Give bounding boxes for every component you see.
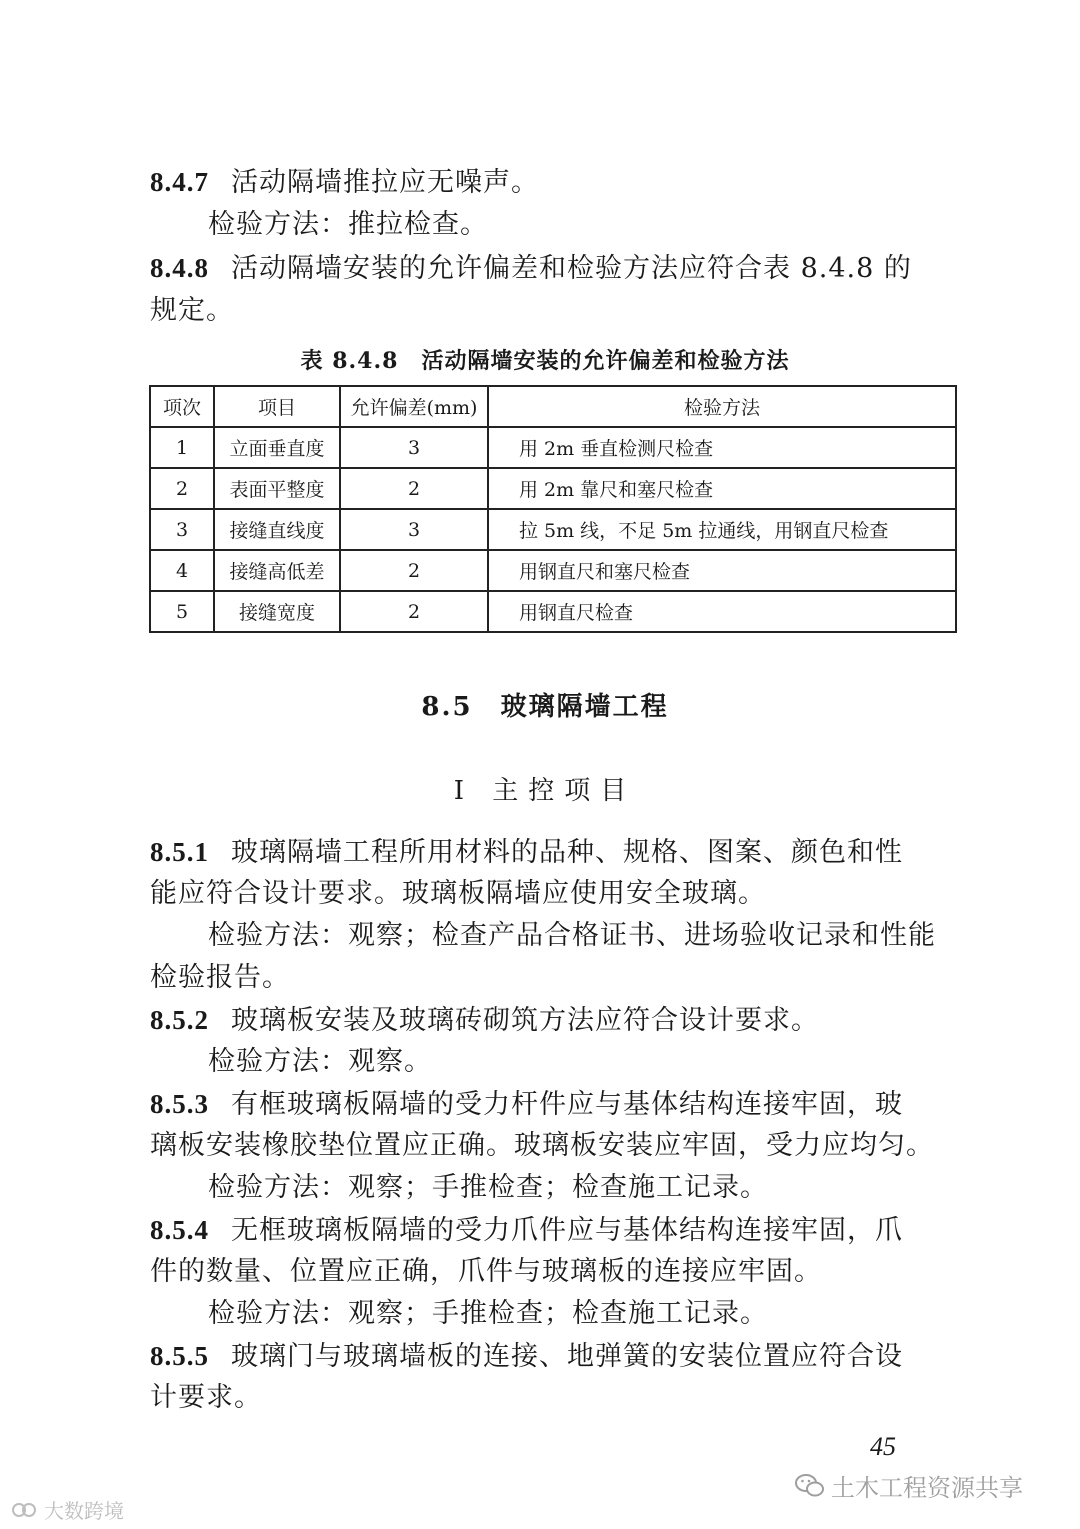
inspection-method-8-5-2: 检验方法：观察。 bbox=[208, 1046, 432, 1077]
cell-no: 5 bbox=[150, 591, 214, 632]
inspection-method-8-5-3: 检验方法：观察；手推检查；检查施工记录。 bbox=[208, 1172, 768, 1203]
table-row bbox=[150, 509, 956, 550]
cell-method: 用钢直尺检查 bbox=[488, 591, 956, 632]
clause-8-5-5 bbox=[150, 1334, 940, 1379]
clause-number: 8.4.7 bbox=[150, 167, 209, 197]
cell-item: 立面垂直度 bbox=[214, 427, 340, 468]
clause-8-5-5-cont: 计要求。 bbox=[150, 1382, 262, 1413]
table-row bbox=[150, 427, 956, 468]
clause-8-5-1-cont: 能应符合设计要求。玻璃板隔墙应使用安全玻璃。 bbox=[150, 878, 766, 909]
inspection-method-8-5-4: 检验方法：观察；手推检查；检查施工记录。 bbox=[208, 1298, 768, 1329]
cell-item: 接缝高低差 bbox=[214, 550, 340, 591]
table-row bbox=[150, 468, 956, 509]
clause-number: 8.5.5 bbox=[150, 1341, 209, 1371]
clause-8-5-4 bbox=[150, 1208, 940, 1253]
clause-8-5-4-cont: 件的数量、位置应正确，爪件与玻璃板的连接应牢固。 bbox=[150, 1256, 822, 1287]
clause-text: 玻璃门与玻璃墙板的连接、地弹簧的安装位置应符合设 bbox=[231, 1341, 903, 1372]
table-row bbox=[150, 591, 956, 632]
watermark-left-text: 大数跨境 bbox=[44, 1499, 124, 1523]
subsection-title: Ⅰ 主控项目 bbox=[453, 776, 637, 806]
inspection-method-8-5-1-cont: 检验报告。 bbox=[150, 962, 290, 993]
header-tolerance: 允许偏差(mm) bbox=[340, 386, 488, 427]
wechat-icon bbox=[795, 1473, 825, 1505]
clause-text: 玻璃隔墙工程所用材料的品种、规格、图案、颜色和性 bbox=[231, 837, 903, 868]
cell-no: 2 bbox=[150, 468, 214, 509]
clause-8-5-1 bbox=[150, 830, 940, 875]
watermark-left bbox=[10, 1495, 124, 1525]
section-title: 8.5 玻璃隔墙工程 bbox=[421, 692, 669, 722]
table-row bbox=[150, 550, 956, 591]
cell-method: 拉 5m 线，不足 5m 拉通线，用钢直尺检查 bbox=[488, 509, 956, 550]
clause-text: 玻璃板安装及玻璃砖砌筑方法应符合设计要求。 bbox=[231, 1005, 819, 1036]
cell-method: 用 2m 靠尺和塞尺检查 bbox=[488, 468, 956, 509]
cell-tolerance: 3 bbox=[340, 509, 488, 550]
cell-method: 用钢直尺和塞尺检查 bbox=[488, 550, 956, 591]
cell-tolerance: 2 bbox=[340, 550, 488, 591]
cell-item: 表面平整度 bbox=[214, 468, 340, 509]
table-caption: 表 8.4.8 活动隔墙安装的允许偏差和检验方法 bbox=[300, 348, 790, 374]
cell-item: 接缝宽度 bbox=[214, 591, 340, 632]
header-item: 项目 bbox=[214, 386, 340, 427]
header-method: 检验方法 bbox=[488, 386, 956, 427]
clause-8-4-8-cont: 规定。 bbox=[150, 295, 234, 326]
cell-no: 3 bbox=[150, 509, 214, 550]
clause-text: 活动隔墙推拉应无噪声。 bbox=[231, 167, 539, 198]
cell-tolerance: 2 bbox=[340, 468, 488, 509]
clause-number: 8.5.1 bbox=[150, 837, 209, 867]
tolerance-table bbox=[149, 385, 957, 633]
clause-number: 8.4.8 bbox=[150, 253, 209, 283]
clause-text: 活动隔墙安装的允许偏差和检验方法应符合表 8.4.8 的 bbox=[231, 253, 912, 284]
clause-8-5-3 bbox=[150, 1082, 940, 1127]
header-no: 项次 bbox=[150, 386, 214, 427]
inspection-method-8-4-7: 检验方法：推拉检查。 bbox=[208, 209, 488, 240]
clause-text: 无框玻璃板隔墙的受力爪件应与基体结构连接牢固，爪 bbox=[231, 1215, 903, 1246]
cell-no: 1 bbox=[150, 427, 214, 468]
clause-number: 8.5.3 bbox=[150, 1089, 209, 1119]
inspection-method-8-5-1: 检验方法：观察；检查产品合格证书、进场验收记录和性能 bbox=[208, 920, 936, 951]
watermark-right-text: 土木工程资源共享 bbox=[831, 1474, 1023, 1502]
clause-8-4-7 bbox=[150, 160, 940, 205]
watermark-right bbox=[795, 1468, 1023, 1505]
cell-item: 接缝直线度 bbox=[214, 509, 340, 550]
clause-8-5-3-cont: 璃板安装橡胶垫位置应正确。玻璃板安装应牢固，受力应均匀。 bbox=[150, 1130, 934, 1161]
page-number: 45 bbox=[870, 1432, 896, 1461]
table-header-row bbox=[150, 386, 956, 427]
cell-tolerance: 3 bbox=[340, 427, 488, 468]
cell-tolerance: 2 bbox=[340, 591, 488, 632]
link-icon bbox=[10, 1500, 38, 1525]
clause-number: 8.5.2 bbox=[150, 1005, 209, 1035]
cell-no: 4 bbox=[150, 550, 214, 591]
cell-method: 用 2m 垂直检测尺检查 bbox=[488, 427, 956, 468]
clause-text: 有框玻璃板隔墙的受力杆件应与基体结构连接牢固，玻 bbox=[231, 1089, 903, 1120]
clause-8-4-8 bbox=[150, 246, 940, 291]
clause-8-5-2 bbox=[150, 998, 940, 1043]
clause-number: 8.5.4 bbox=[150, 1215, 209, 1245]
